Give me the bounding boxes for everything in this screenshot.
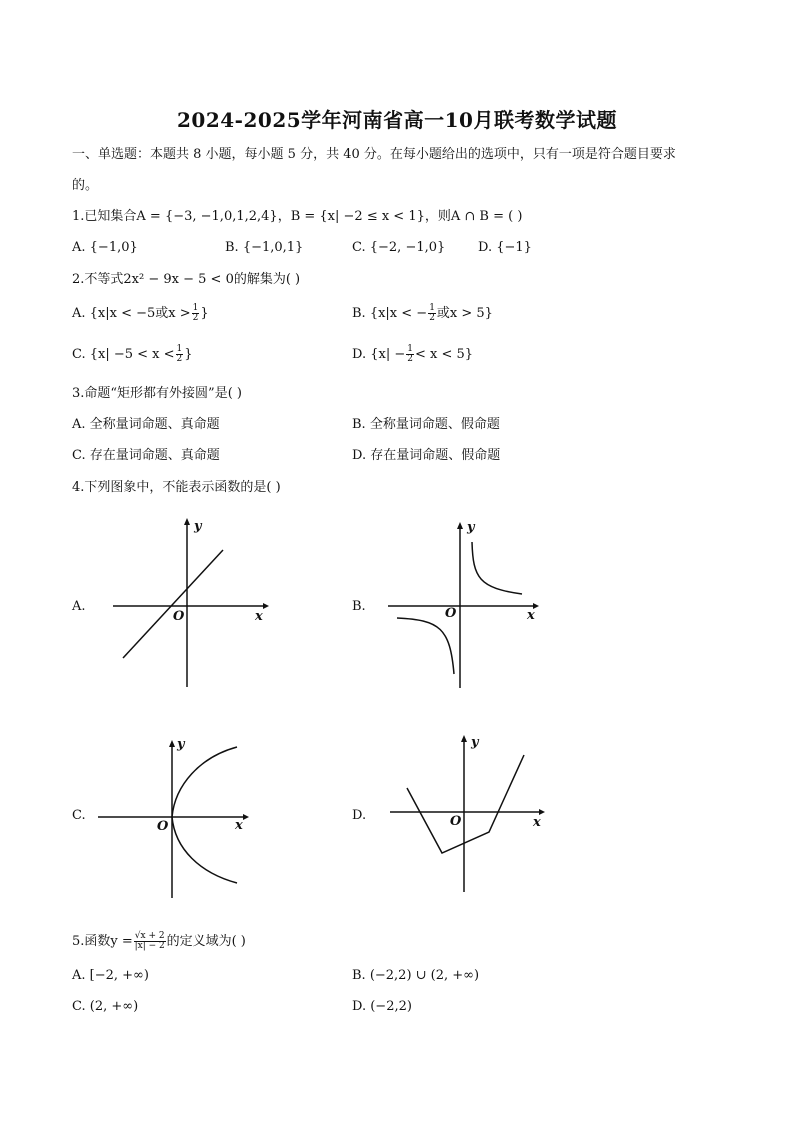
fraction: $\frac{1}{2}$ <box>192 303 199 323</box>
q1-option-d: D. {−1} <box>478 240 532 255</box>
graph-c <box>95 735 255 905</box>
fraction: $\frac{1}{2}$ <box>407 344 413 364</box>
y-axis-label: y <box>471 735 479 750</box>
q5-option-a: A. [−2, +∞) <box>72 968 149 983</box>
origin-label: O <box>157 819 169 834</box>
q1-option-a: A. {−1,0} <box>72 240 138 255</box>
q2-option-d: D. {x| − $\frac{1}{2}$ < x < 5} <box>352 344 474 364</box>
y-axis-label: y <box>177 737 185 752</box>
q2-option-a: A. {x|x < −5或x > $\frac{1}{2}$ } <box>72 303 209 323</box>
graph-b <box>385 518 545 693</box>
graph-a <box>105 515 275 695</box>
graph-b-svg <box>385 518 545 693</box>
q4-option-b-label: B. <box>352 599 366 614</box>
q3-option-d: D. 存在量词命题、假命题 <box>352 448 501 463</box>
y-axis-label: y <box>194 519 202 534</box>
question-2-stem: 2.不等式2x² − 9x − 5 < 0的解集为( ) <box>72 272 301 287</box>
fraction: $\frac{1}{2}$ <box>429 303 435 323</box>
fraction: $\frac{√x + 2}{|x| - 2}$ <box>134 931 165 951</box>
q4-option-a-label: A. <box>72 599 86 614</box>
question-4-stem: 4.下列图象中，不能表示函数的是( ) <box>72 480 281 495</box>
graph-d <box>387 735 552 900</box>
q3-option-c: C. 存在量词命题、真命题 <box>72 448 220 463</box>
q4-option-c-label: C. <box>72 808 86 823</box>
graph-c-svg <box>95 735 255 905</box>
x-axis-label: x <box>533 815 541 830</box>
hyperbola-branch-left <box>397 618 454 674</box>
section-heading-1: 一、单选题：本题共 8 小题，每小题 5 分，共 40 分。在每小题给出的选项中，只有一项是符合题目要求 <box>72 147 676 162</box>
q5-option-c: C. (2, +∞) <box>72 999 139 1014</box>
q2-option-b: B. {x|x < − $\frac{1}{2}$ 或x > 5} <box>352 303 493 323</box>
x-axis-label: x <box>235 818 243 833</box>
y-axis-arrow <box>461 735 467 742</box>
page-title: 2024-2025学年河南省高一10月联考数学试题 <box>177 108 617 132</box>
question-3-stem: 3.命题“矩形都有外接圆”是( ) <box>72 386 242 401</box>
piecewise-curve <box>407 755 524 853</box>
q5-option-b: B. (−2,2) ∪ (2, +∞) <box>352 968 480 983</box>
x-axis-label: x <box>527 608 535 623</box>
q5-option-d: D. (−2,2) <box>352 999 412 1014</box>
graph-d-svg <box>387 735 552 900</box>
y-axis-label: y <box>467 520 475 535</box>
section-heading-1-cont: 的。 <box>72 178 99 193</box>
q4-option-d-label: D. <box>352 808 367 823</box>
question-5-stem: 5.函数y = $\frac{√x + 2}{|x| - 2}$ 的定义域为( ) <box>72 931 246 951</box>
origin-label: O <box>450 814 462 829</box>
origin-label: O <box>445 606 457 621</box>
origin-label: O <box>173 609 185 624</box>
y-axis-arrow <box>184 518 190 525</box>
x-axis-label: x <box>255 609 263 624</box>
y-axis-arrow <box>457 522 463 529</box>
q2-option-c: C. {x| −5 < x < $\frac{1}{2}$ } <box>72 344 193 364</box>
fraction: $\frac{1}{2}$ <box>176 344 183 364</box>
y-axis-arrow <box>169 740 175 747</box>
graph-a-svg <box>105 515 275 695</box>
question-1-stem: 1.已知集合A = {−3, −1,0,1,2,4}，B = {x| −2 ≤ x < 1}，则A ∩ B = ( ) <box>72 209 523 224</box>
x-axis-arrow <box>243 814 249 820</box>
q1-option-b: B. {−1,0,1} <box>225 240 304 255</box>
hyperbola-branch-right <box>472 542 522 594</box>
q3-option-a: A. 全称量词命题、真命题 <box>72 417 220 432</box>
q1-option-c: C. {−2, −1,0} <box>352 240 446 255</box>
q3-option-b: B. 全称量词命题、假命题 <box>352 417 500 432</box>
x-axis-arrow <box>263 603 269 609</box>
parabola-curve <box>172 747 237 883</box>
linear-function-line <box>123 550 223 658</box>
